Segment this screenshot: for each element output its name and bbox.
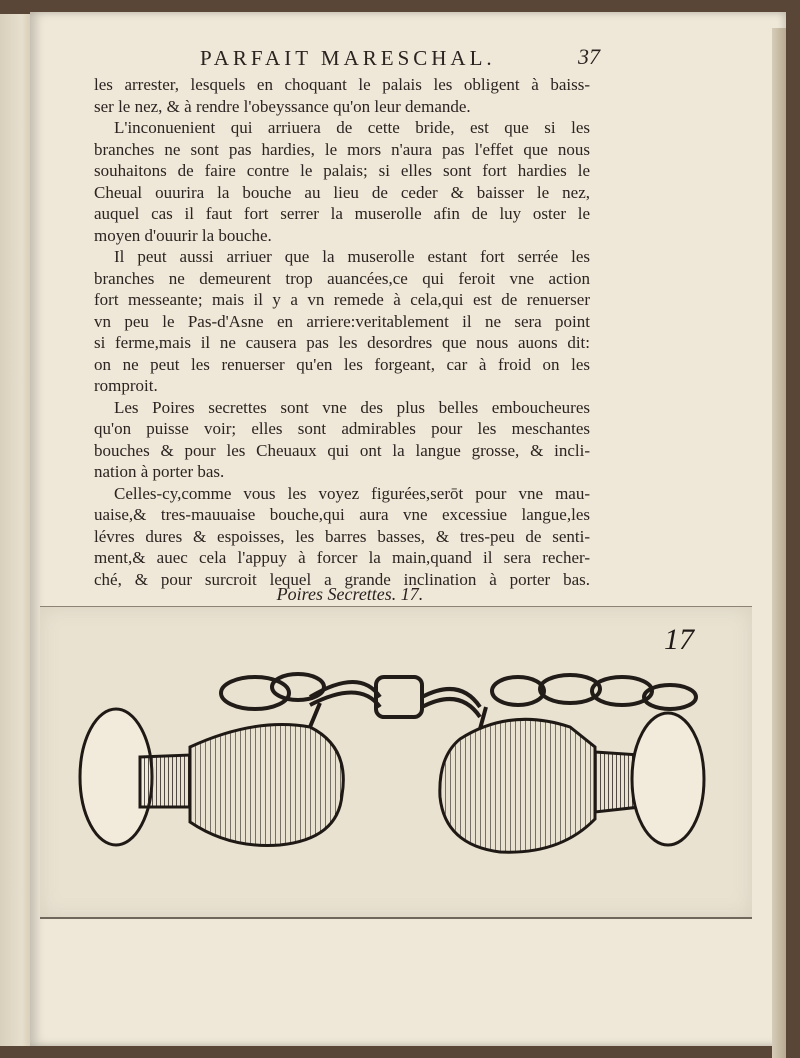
text-line: ment,& auec cela l'appuy à forcer la main,quand il sera recher- [94,548,590,567]
text-line: qu'on puisse voir; elles sont admirables pour les meschantes [94,419,590,438]
bit-engraving-illustration [40,607,752,917]
text-line: lévres dures & espoisses, les barres basses, & tres-peu de senti- [94,526,590,546]
chain-links [221,674,696,717]
text-line: Il peut aussi arriuer que la muserolle estant fort serrée les [114,247,590,266]
text-line: si ferme,mais il ne causera pas les desordres que nous auons dit: [94,333,590,352]
text-line: romproit. [94,376,158,395]
text-line: fort messeante; mais il y a vn remede à cela,qui est de renuerser [94,290,590,309]
text-line: on ne peut les renuerser qu'en les forgeant, car à froid on les [94,354,590,374]
text-line: uaise,& tres-mauuaise bouche,qui aura vne excessiue langue,les [94,505,590,524]
text-line: nation à porter bas. [94,462,225,481]
text-line: les arrester, lesquels en choquant le palais les obligent à baiss- [94,75,590,94]
page-edge [772,28,786,1058]
text-line: bouches & pour les Cheuaux qui ont la langue grosse, & incli- [94,440,590,460]
page-header [170,46,610,76]
right-pear [440,707,704,852]
body-text [94,74,590,590]
text-line: L'inconuenient qui arriuera de cette bride, est que si les [114,118,590,137]
text-line: branches ne sont pas hardies, le mors n'aura pas l'effet que nous [94,139,590,159]
text-line: moyen d'ouurir la bouche. [94,225,272,245]
text-line: ser le nez, & à rendre l'obeyssance qu'on leur demande. [94,96,471,116]
text-line: Celles-cy,comme vous les voyez figurées,serōt pour vne mau- [114,483,590,503]
plate-number: 17 [664,623,694,656]
text-line: branches ne demeurent trop auancées,ce qui feroit vne action [94,268,590,288]
text-line: vn peu le Pas-d'Asne en arriere:veritablement il ne sera point [94,311,590,331]
figure-caption: Poires Secrettes. 17. [276,584,424,604]
text-line: Cheual ouurira la bouche au lieu de ceder & baisser le nez, [94,182,590,202]
running-head: PARFAIT MARESCHAL. [200,46,496,70]
text-line: auquel cas il faut fort serrer la muserolle afin de luy oster le [94,204,590,223]
engraving-plate [40,606,752,919]
text-line: souhaitons de faire contre le palais; si elles sont fort hardies le [94,161,590,180]
left-pear [80,703,343,846]
text-line: Les Poires secrettes sont vne des plus belles emboucheures [114,397,590,417]
text-line: ché, & pour surcroit lequel a grande inclination à porter bas. [94,569,590,589]
page-number: 37 [578,44,600,69]
